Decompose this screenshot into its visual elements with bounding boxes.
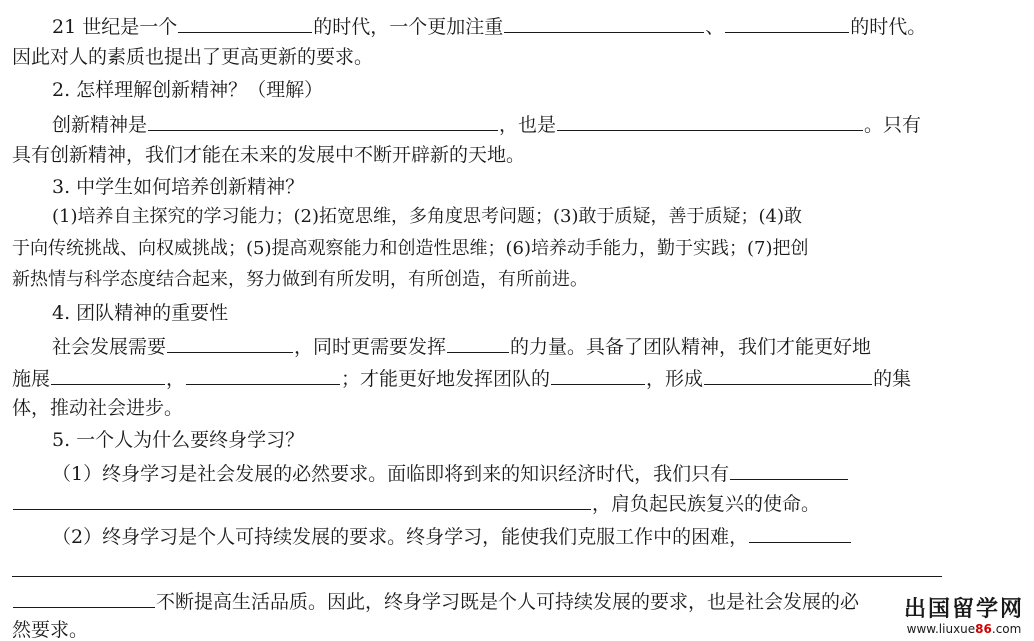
- text: ，也是: [499, 114, 557, 136]
- text: 的力量。具备了团队精神，我们才能更好地: [510, 336, 872, 358]
- line-15: [52, 461, 849, 483]
- line-2: [12, 46, 373, 68]
- line-19: [12, 589, 859, 611]
- line-11: [52, 334, 871, 356]
- blank-4: [148, 112, 498, 131]
- text: 施展: [12, 368, 51, 390]
- line-4: [52, 112, 921, 134]
- line-1: [52, 14, 926, 36]
- text: 于向传统挑战、向权威挑战；(5)提高观察能力和创造性思维；(6)培养动手能力，勤于实践；(7)把创: [12, 238, 809, 259]
- text: 的时代，一个更加注重: [313, 16, 504, 38]
- blank-2: [504, 14, 704, 33]
- text: ，同时更需要发挥: [294, 336, 447, 358]
- text: （2）终身学习是个人可持续发展的要求。终身学习，能使我们克服工作中的困难，: [52, 526, 749, 548]
- text: 3. 中学生如何培养创新精神？: [52, 176, 305, 198]
- line-12: [12, 366, 911, 388]
- line-20: [12, 619, 88, 641]
- line-7: [52, 206, 802, 228]
- question-3: [52, 176, 304, 198]
- url-suffix: .com: [991, 622, 1022, 636]
- blank-15: [12, 576, 942, 577]
- blank-5: [557, 112, 863, 131]
- text: 2. 怎样理解创新精神？（理解）: [52, 79, 324, 101]
- text: 然要求。: [12, 619, 89, 641]
- watermark-url: [904, 622, 1024, 636]
- text: （1）终身学习是社会发展的必然要求。面临即将到来的知识经济时代，我们只有: [52, 463, 730, 485]
- blank-8: [51, 366, 165, 385]
- text: 具有创新精神，我们才能在未来的发展中不断开辟新的天地。: [12, 144, 526, 166]
- text: 5. 一个人为什么要终身学习？: [52, 429, 305, 451]
- text: 的集: [873, 368, 912, 390]
- line-13: [12, 397, 183, 419]
- text: 体，推动社会进步。: [12, 397, 184, 419]
- line-8: [12, 238, 809, 260]
- watermark-title: 出国留学网: [903, 597, 1024, 622]
- blank-3: [725, 14, 849, 33]
- text: 的时代。: [850, 16, 927, 38]
- text: (1)培养自主探究的学习能力；(2)拓宽思维，多角度思考问题；(3)敢于质疑，善于质疑；(4)敢: [52, 206, 802, 227]
- question-5: [52, 429, 304, 451]
- text: 4. 团队精神的重要性: [52, 302, 229, 324]
- text: ，肩负起民族复兴的使命。: [592, 493, 821, 515]
- url-highlight: 86: [975, 622, 992, 636]
- line-5: [12, 144, 525, 166]
- blank-16: [13, 589, 155, 608]
- text: 、: [705, 16, 725, 38]
- url-prefix: www.liuxue: [906, 622, 976, 636]
- blank-6: [167, 334, 293, 353]
- blank-11: [704, 366, 872, 385]
- blank-10: [551, 366, 645, 385]
- line-17: [52, 524, 852, 546]
- blank-13: [13, 491, 591, 510]
- blank-9: [186, 366, 340, 385]
- text: ；才能更好地发挥团队的: [341, 368, 551, 390]
- text: 。只有: [864, 114, 922, 136]
- blank-12: [730, 461, 848, 480]
- blank-14: [749, 524, 851, 543]
- watermark-logo: [904, 598, 1024, 636]
- line-9: [12, 269, 588, 291]
- text: 新热情与科学态度结合起来，努力做到有所发明，有所创造，有所前进。: [12, 269, 588, 290]
- text: 创新精神是: [52, 114, 148, 136]
- question-2: [52, 79, 323, 101]
- text: 21 世纪是一个: [52, 16, 178, 38]
- blank-7: [447, 334, 509, 353]
- text: 因此对人的素质也提出了更高更新的要求。: [12, 46, 374, 68]
- question-4: [52, 302, 228, 324]
- line-16: [12, 491, 820, 513]
- text: 不断提高生活品质。因此，终身学习既是个人可持续发展的要求，也是社会发展的必: [156, 591, 860, 613]
- text: ，: [166, 368, 186, 390]
- text: 社会发展需要: [52, 336, 167, 358]
- blank-1: [178, 14, 312, 33]
- text: ，形成: [646, 368, 704, 390]
